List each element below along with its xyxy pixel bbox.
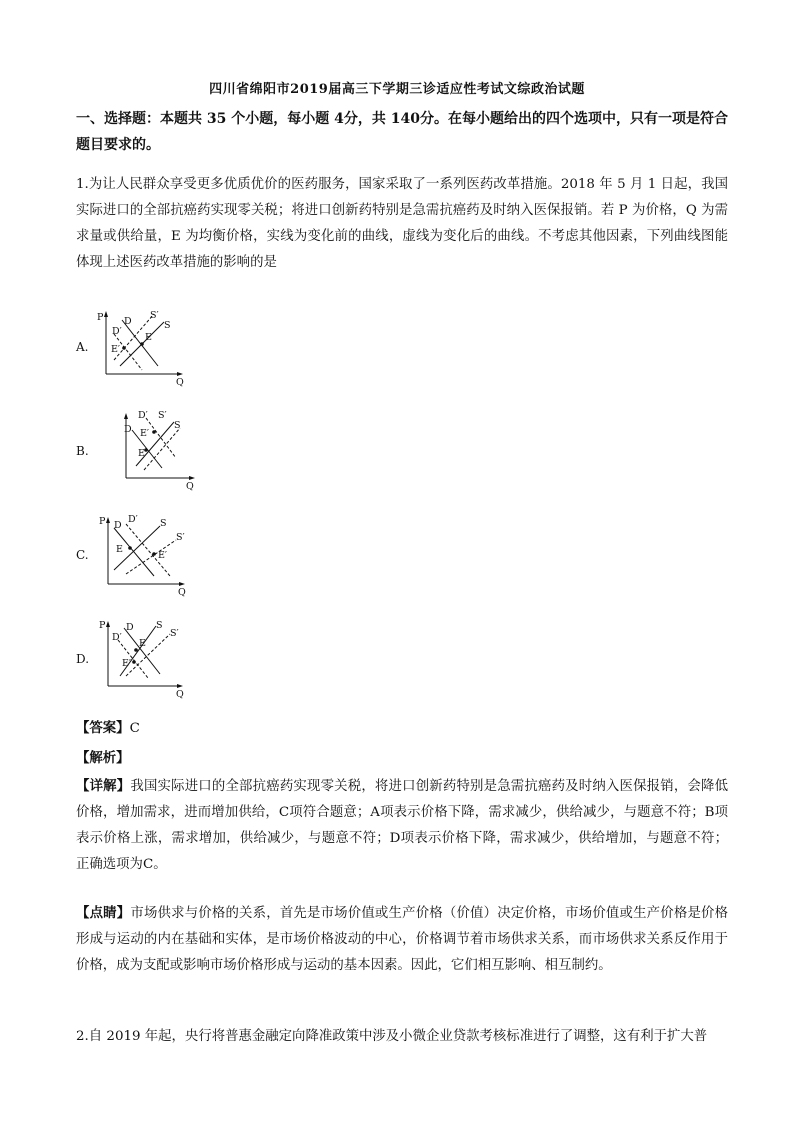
p-axis-label: P — [99, 620, 106, 631]
page-title: 四川省绵阳市2019届高三下学期三诊适应性考试文综政治试题 — [209, 82, 585, 97]
option-b-graph — [116, 408, 200, 492]
label-e-prime: E′ — [122, 658, 132, 669]
option-c-label: C. — [76, 548, 89, 562]
label-s-prime: S′ — [150, 310, 159, 321]
answer-label: 【答案】 — [76, 720, 130, 736]
label-e: E — [139, 638, 146, 649]
label-d: D — [124, 316, 132, 327]
p-axis-arrow-icon — [104, 311, 108, 317]
label-s-prime: S′ — [176, 532, 185, 543]
q-axis-arrow-icon — [179, 582, 185, 586]
question-1-stem: 1.为让人民群众享受更多优质优价的医药服务，国家采取了一系列医药改革措施。2018 年 5 月 1 日起，我国实际进口的全部抗癌药实现零关税；将进口创新药特别是急需抗癌药及时纳入医保报销。若 P 为价格，Q 为需求量或供给量，E 为均衡价格，实线为变化前的曲线，虚线为变化后的曲线。不考虑其他因素，下列曲线图能体现上述医药改革措施的影响的是 — [76, 177, 728, 270]
label-d-prime: D′ — [138, 410, 148, 421]
label-s: S — [174, 420, 181, 431]
label-d-prime: D′ — [112, 632, 122, 643]
equilibrium-e-prime — [122, 346, 126, 350]
equilibrium-e-prime — [132, 660, 136, 664]
option-a-label: A. — [76, 340, 89, 354]
p-axis-label: P — [97, 312, 104, 323]
q-axis-arrow-icon — [189, 476, 195, 480]
p-axis-arrow-icon — [106, 621, 110, 627]
section-heading: 一、选择题：本题共 35 个小题，每小题 4分，共 140分。在每小题给出的四个选项中，只有一项是符合题目要求的。 — [76, 111, 728, 153]
label-s-prime: S′ — [158, 410, 167, 421]
p-axis-arrow-icon — [106, 517, 110, 523]
supply-curve-s-prime — [126, 634, 170, 676]
remark-label: 【点睛】 — [76, 905, 131, 921]
remark-paragraph — [76, 900, 728, 979]
answer-value: C — [129, 721, 140, 736]
supply-curve-s-prime — [144, 428, 180, 470]
label-e: E — [145, 332, 152, 343]
p-axis-label: P — [99, 516, 106, 527]
equilibrium-e-prime — [152, 552, 156, 556]
q-axis-label: Q — [178, 587, 186, 598]
analysis-heading — [76, 745, 728, 772]
label-s-prime: S′ — [170, 628, 179, 639]
option-d-label: D. — [76, 652, 90, 666]
option-d-graph — [96, 616, 188, 700]
equilibrium-e — [134, 648, 138, 652]
equilibrium-e — [128, 546, 132, 550]
label-e: E — [138, 448, 145, 459]
q-axis-arrow-icon — [177, 684, 183, 688]
label-e-prime: E′ — [140, 428, 150, 439]
q-axis-arrow-icon — [177, 372, 183, 376]
label-d: D — [124, 424, 132, 435]
label-s: S — [164, 320, 171, 331]
q-axis-label: Q — [176, 377, 184, 388]
label-d-prime: D′ — [128, 514, 138, 525]
label-e-prime: E′ — [158, 550, 168, 561]
option-c-graph — [96, 512, 192, 596]
analysis-label: 【解析】 — [76, 750, 130, 766]
label-e-prime: E′ — [111, 344, 121, 355]
q-axis-label: Q — [186, 481, 194, 492]
detail-paragraph — [76, 773, 728, 878]
equilibrium-e-prime — [152, 430, 156, 434]
label-d: D — [114, 520, 122, 531]
option-b-label: B. — [76, 444, 89, 458]
label-s: S — [160, 518, 167, 529]
detail-label: 【详解】 — [76, 778, 131, 794]
answer-line — [76, 715, 728, 742]
supply-curve-s-prime — [126, 540, 176, 574]
q-axis-label: Q — [176, 689, 184, 700]
detail-text: 我国实际进口的全部抗癌药实现零关税，将进口创新药特别是急需抗癌药及时纳入医保报销，会降低价格，增加需求，进而增加供给，C项符合题意；A项表示价格下降，需求减少，供给减少，与题意不符；B项表示价格上涨，需求增加，供给减少，与题意不符；D项表示价格下降，需求减少，供给增加，与题意不符；正确选项为C。 — [76, 779, 729, 872]
p-axis-arrow-icon — [124, 413, 128, 419]
label-e: E — [116, 544, 123, 555]
label-d-prime: D′ — [112, 326, 122, 337]
equilibrium-e — [140, 342, 144, 346]
option-a-graph — [96, 308, 186, 388]
label-d: D — [126, 622, 134, 633]
question-2-stem: 2.自 2019 年起，央行将普惠金融定向降准政策中涉及小微企业贷款考核标准进行了调整，这有利于扩大普 — [76, 1029, 708, 1044]
label-s: S — [156, 620, 163, 631]
remark-text: 市场供求与价格的关系，首先是市场价值或生产价格（价值）决定价格，市场价值或生产价格是价格形成与运动的内在基础和实体，是市场价格波动的中心，价格调节着市场供求关系，而市场供求关系反作用于价格，成为支配或影响市场价格形成与运动的基本因素。因此，它们相互影响、相互制约。 — [76, 906, 729, 973]
